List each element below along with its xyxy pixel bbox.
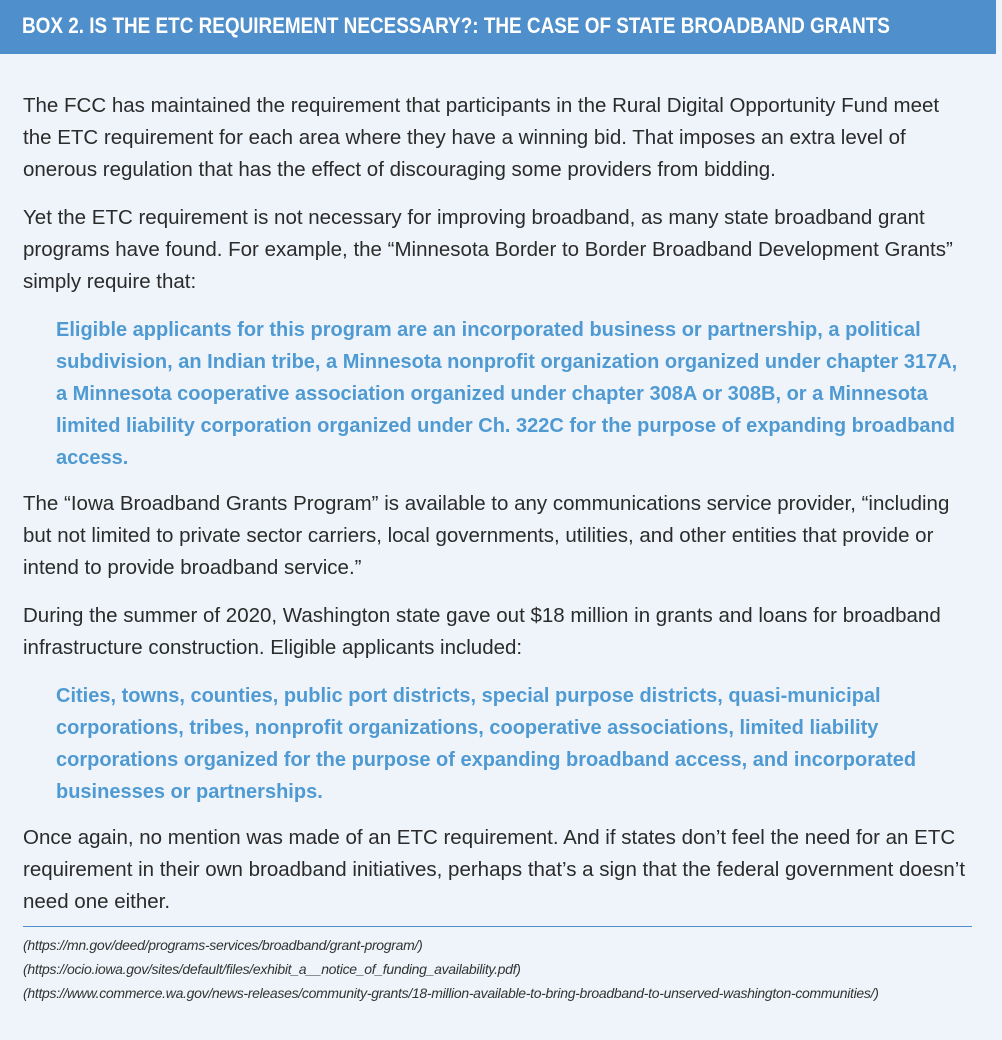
box-header: [0, 0, 996, 54]
quote-washington-eligibility: Cities, towns, counties, public port districts, special purpose districts, quasi-municipal corporations, tribes, nonprofit organizations, cooperative associations, limited liability corporations organized for the purpose of expanding broadband access, and incorporated businesses or partnerships.: [56, 685, 917, 803]
box-title: BOX 2. IS THE ETC REQUIREMENT NECESSARY?: THE CASE OF STATE BROADBAND GRANTS: [22, 13, 890, 38]
sources-list: [23, 933, 968, 1005]
box-body: [23, 90, 968, 934]
source-minnesota-link[interactable]: (https://mn.gov/deed/programs-services/broadband/grant-program/): [23, 937, 423, 953]
paragraph-etc-not-necessary: Yet the ETC requirement is not necessary for improving broadband, as many state broadband grant programs have found. For example, the “Minnesota Border to Border Broadband Development Grants” simply require that:: [23, 206, 953, 293]
source-washington-link[interactable]: (https://www.commerce.wa.gov/news-releases/community-grants/18-million-available-to-bring-broadband-to-unserved-washington-communities/): [23, 985, 879, 1001]
paragraph-fcc-requirement: The FCC has maintained the requirement that participants in the Rural Digital Opportunity Fund meet the ETC requirement for each area where they have a winning bid. That imposes an extra level of onerous regulation that has the effect of discouraging some providers from bidding.: [23, 94, 940, 181]
paragraph-iowa-program: The “Iowa Broadband Grants Program” is available to any communications service provider, “including but not limited to private sector carriers, local governments, utilities, and other entities that provide or intend to provide broadband service.”: [23, 492, 950, 579]
sources-divider: [23, 926, 972, 927]
paragraph-washington-grants: During the summer of 2020, Washington state gave out $18 million in grants and loans for broadband infrastructure construction. Eligible applicants included:: [23, 604, 941, 659]
quote-minnesota-eligibility: Eligible applicants for this program are an incorporated business or partnership, a political subdivision, an Indian tribe, a Minnesota nonprofit organization organized under chapter 317A, a Minnesota cooperative association organized under chapter 308A or 308B, or a Minnesota limited liability corporation organized under Ch. 322C for the purpose of expanding broadband access.: [56, 319, 958, 469]
source-iowa-link[interactable]: (https://ocio.iowa.gov/sites/default/files/exhibit_a__notice_of_funding_availability.pdf): [23, 961, 521, 977]
paragraph-conclusion: Once again, no mention was made of an ETC requirement. And if states don’t feel the need for an ETC requirement in their own broadband initiatives, perhaps that’s a sign that the federal government doesn’t need one either.: [23, 826, 966, 913]
